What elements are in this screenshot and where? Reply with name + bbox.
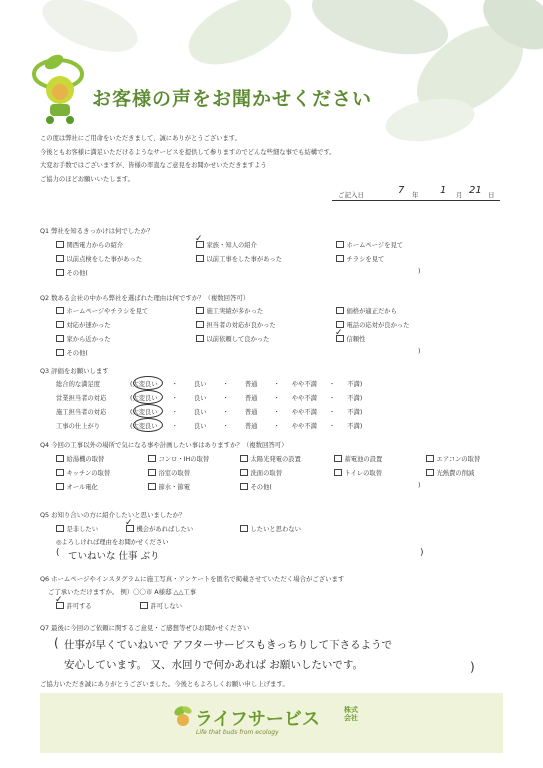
intro-text: [40, 132, 335, 186]
q5-reason-label: ◎よろしければ理由をお聞かせください: [56, 539, 169, 546]
q4-option[interactable]: 節水・節電: [148, 482, 190, 491]
q6-question-example: ご了承いただけますか。 例）〇〇市 A様邸 △△工事: [48, 588, 197, 596]
company-name: ライフサービス: [195, 709, 320, 730]
q2-option[interactable]: 信頼性: [336, 334, 365, 343]
q2-option[interactable]: ホームページやチラシを見て: [56, 306, 148, 315]
q6-option[interactable]: 許可しない: [140, 601, 182, 610]
q3-row-label: 総合的な満足度: [56, 381, 101, 388]
check-mark-icon: ✓: [125, 518, 133, 528]
check-mark-icon: ✓: [195, 234, 203, 244]
company-logo-icon: [172, 704, 194, 728]
q1-option[interactable]: 家族・知人の紹介: [196, 240, 257, 249]
checkbox[interactable]: [334, 469, 342, 477]
date-year: 7: [398, 185, 405, 196]
fill-date: [332, 185, 500, 201]
q2-option[interactable]: 担当者の対応が良かった: [196, 320, 276, 329]
q2-option[interactable]: 電話の応対が良かった: [336, 320, 409, 329]
q7-bracket-open: (: [54, 636, 59, 650]
intro-line: ご協力のほどお願いいたします。: [40, 175, 134, 183]
selection-circle: [133, 376, 163, 390]
q4-option[interactable]: 太陽光発電の設置: [240, 454, 301, 463]
q1-option[interactable]: 関西電力からの紹介: [56, 240, 123, 249]
checkbox[interactable]: [56, 255, 64, 263]
q2-option[interactable]: 家から近かった: [56, 334, 111, 343]
intro-line: 大変お手数ではございますが、皆様の率直なご意見をお聞かせいただきますよう: [40, 162, 267, 169]
q1-option-other[interactable]: その他(: [56, 268, 88, 277]
date-day-unit: 日: [488, 191, 495, 199]
checkbox[interactable]: [426, 469, 434, 477]
q4-option[interactable]: キッチンの取替: [56, 468, 110, 477]
checkbox[interactable]: [56, 483, 64, 491]
check-mark-icon: ✓: [335, 328, 343, 338]
checkbox[interactable]: [56, 349, 64, 357]
company-corp-label: 株式会社: [344, 706, 358, 722]
q4-option[interactable]: オール電化: [56, 482, 98, 491]
q6-question: Q6 ホームページやインスタグラムに施工写真・アンケートを匿名で掲載させていただく場合がございます: [40, 575, 345, 583]
selection-circle: [133, 418, 163, 432]
checkbox[interactable]: [56, 335, 64, 343]
date-month: 1: [440, 185, 447, 196]
footer-thanks: ご協力いただき誠にありがとうございました。今後ともよろしくお願い申し上げます。: [40, 680, 289, 688]
q2-option[interactable]: 価格が適正だから: [336, 306, 397, 315]
checkbox[interactable]: [196, 307, 204, 315]
checkbox[interactable]: [56, 525, 64, 533]
checkbox[interactable]: [56, 469, 64, 477]
q4-option[interactable]: エアコンの取替: [426, 454, 480, 463]
date-month-unit: 月: [456, 191, 463, 199]
q4-question: Q4 今回の工事以外の場所で気になる事や計画したい事はありますか？（複数回答可）: [40, 441, 288, 449]
q2-other-close: ): [418, 348, 421, 355]
page-title: お客様の声をお聞かせください: [92, 88, 373, 110]
q7-answer-line[interactable]: 安心しています。 又、水回りで何かあれば お願いしたいです。: [64, 659, 363, 671]
check-mark-icon: ✓: [55, 595, 63, 605]
q5-answer[interactable]: ていねいな 仕事 ぶり: [68, 551, 160, 562]
checkbox[interactable]: [240, 525, 248, 533]
date-day: 21: [469, 185, 482, 196]
q2-option[interactable]: 以前依頼して良かった: [196, 334, 269, 343]
q3-question: Q3 評価をお願いします: [40, 367, 109, 375]
q5-bracket-close: ): [420, 548, 424, 558]
checkbox[interactable]: [426, 455, 434, 463]
intro-line: 今後ともお客様に満足いただけるようなサービスを提供して参りますのでどんな些細な事でも結構です。: [40, 148, 336, 156]
checkbox[interactable]: [240, 469, 248, 477]
q3-row-label: 営業担当者の対応: [56, 395, 107, 402]
date-label: ご記入日: [338, 191, 364, 199]
checkbox[interactable]: [148, 483, 156, 491]
checkbox[interactable]: [140, 602, 148, 610]
checkbox[interactable]: [336, 241, 344, 249]
checkbox[interactable]: [240, 483, 248, 491]
checkbox[interactable]: [334, 455, 342, 463]
q2-question: Q2 数ある会社の中から弊社を選ばれた理由は何ですか？（複数回答可）: [40, 294, 250, 302]
q7-bracket-close: ): [470, 660, 475, 674]
q5-option[interactable]: したいと思わない: [240, 524, 301, 533]
company-tagline: Life that buds from ecology: [196, 729, 279, 736]
mascot-icon: [30, 48, 90, 128]
q7-answer-line[interactable]: 仕事が早くていねいで アフターサービスもきっちりして下さるようで: [64, 639, 393, 651]
checkbox[interactable]: [56, 269, 64, 277]
q5-question: Q5 お知り合いの方に紹介したいと思いましたか？: [40, 511, 186, 519]
q1-option[interactable]: 以前工事をした事があった: [196, 254, 282, 263]
checkbox[interactable]: [56, 455, 64, 463]
q2-option[interactable]: 対応が速かった: [56, 320, 111, 329]
checkbox[interactable]: [56, 321, 64, 329]
checkbox[interactable]: [196, 335, 204, 343]
q1-option[interactable]: 以前点検をした事があった: [56, 254, 142, 263]
q4-option[interactable]: 蓄電池の設置: [334, 454, 382, 463]
date-year-unit: 年: [412, 191, 419, 199]
q4-option[interactable]: 光熱費の削減: [426, 468, 474, 477]
checkbox[interactable]: [196, 321, 204, 329]
q1-option[interactable]: ホームページを見て: [336, 240, 403, 249]
checkbox[interactable]: [148, 455, 156, 463]
q2-option[interactable]: 施工実績が多かった: [196, 306, 263, 315]
q2-option-other[interactable]: その他(: [56, 348, 88, 357]
checkbox[interactable]: [336, 307, 344, 315]
q3-scale-row[interactable]: (大変良い ・ 良い ・ 普通 ・ やや不満 ・ 不満): [130, 381, 363, 388]
q4-option-other[interactable]: その他(: [240, 482, 272, 491]
checkbox[interactable]: [196, 255, 204, 263]
checkbox[interactable]: [336, 255, 344, 263]
checkbox[interactable]: [148, 469, 156, 477]
checkbox[interactable]: [56, 241, 64, 249]
q4-option[interactable]: 給湯機の取替: [56, 454, 104, 463]
q4-option[interactable]: 洗面の取替: [240, 468, 282, 477]
q4-option[interactable]: トイレの取替: [334, 468, 382, 477]
q5-option[interactable]: 機会があればしたい: [126, 524, 193, 533]
q7-question: Q7 最後に今回のご依頼に関するご意見・ご感想等ぜひお聞かせください: [40, 624, 250, 632]
intro-line: この度は弊社にご用命をいただきまして、誠にありがとうございます。: [40, 135, 241, 142]
q4-option[interactable]: コンロ・IHの取替: [148, 454, 209, 463]
checkbox[interactable]: [336, 321, 344, 329]
selection-circle: [133, 404, 163, 418]
checkbox[interactable]: [56, 307, 64, 315]
q3-row-label: 施工担当者の対応: [56, 409, 107, 416]
q3-scale-row[interactable]: (大変良い ・ 良い ・ 普通 ・ やや不満 ・ 不満): [130, 423, 363, 430]
q5-bracket-open: (: [56, 548, 60, 558]
q1-option[interactable]: チラシを見て: [336, 254, 384, 263]
q6-option[interactable]: 許可する: [56, 601, 92, 610]
q3-scale-row[interactable]: (大変良い ・ 良い ・ 普通 ・ やや不満 ・ 不満): [130, 409, 363, 416]
q3-row-label: 工事の仕上がり: [56, 423, 101, 430]
q5-option[interactable]: 是非したい: [56, 524, 98, 533]
selection-circle: [133, 390, 163, 404]
q3-scale-row[interactable]: (大変良い ・ 良い ・ 普通 ・ やや不満 ・ 不満): [130, 395, 363, 402]
q1-question: Q1 弊社を知るきっかけは何でしたか？: [40, 227, 154, 235]
q4-other-close: ): [418, 482, 421, 489]
q4-option[interactable]: 浴室の取替: [148, 468, 190, 477]
checkbox[interactable]: [240, 455, 248, 463]
q1-other-close: ): [418, 268, 421, 275]
